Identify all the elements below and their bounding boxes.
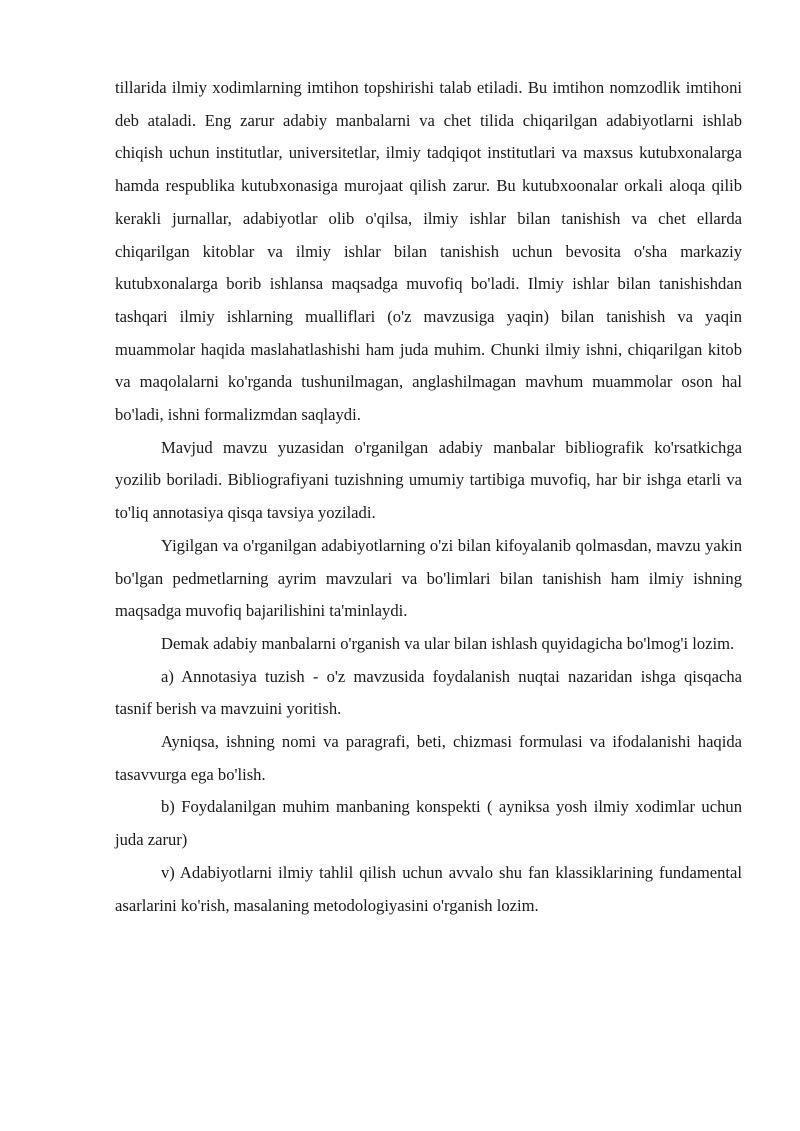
- paragraph-especially: Ayniqsa, ishning nomi va paragrafi, beti, chizmasi formulasi va ifodalanishi haqida tasavvurga ega bo'lish.: [115, 732, 742, 784]
- document-page: [115, 72, 742, 922]
- paragraph-bibliography: Mavjud mavzu yuzasidan o'rganilgan adabiy manbalar bibliografik ko'rsatkichga yozilib boriladi. Bibliografiyani tuzishning umumiy tartibiga muvofiq, har bir ishga etarli va to'liq annotasiya qisqa tavsiya yoziladi.: [115, 437, 742, 523]
- paragraph-related-subjects: Yigilgan va o'rganilgan adabiyotlarning o'zi bilan kifoyalanib qolmasdan, mavzu yakin bo'lgan pedmetlarning ayrim mavzulari va bo'limlari bilan tanishish ham ilmiy ishning maqsadga muvofiq bajarilishini ta'minlaydi.: [115, 535, 742, 621]
- list-item-v-analysis: v) Adabiyotlarni ilmiy tahlil qilish uchun avvalo shu fan klassiklarining fundamental asarlarini ko'rish, masalaning metodologiyasini o'rganish lozim.: [115, 862, 742, 915]
- paragraph-summary: Demak adabiy manbalarni o'rganish va ular bilan ishlash quyidagicha bo'lmog'i lozim.: [161, 633, 735, 653]
- list-item-a-annotation: a) Annotasiya tuzish - o'z mavzusida foydalanish nuqtai nazaridan ishga qisqacha tasnif berish va mavzuini yoritish.: [115, 666, 742, 719]
- list-item-b-konspekt: b) Foydalanilgan muhim manbaning konspekti ( ayniksa yosh ilmiy xodimlar uchun juda zarur): [115, 797, 742, 850]
- paragraph-continuation: tillarida ilmiy xodimlarning imtihon topshirishi talab etiladi. Bu imtihon nomzodlik imtihoni deb ataladi. Eng zarur adabiy manbalarni va chet tilida chiqarilgan adabiyotlarni ishlab chiqish uchun institutlar, universitetlar, ilmiy tadqiqot institutlari va maxsus kutubxonalarga hamda respublika kutubxonasiga murojaat qilish zarur. Bu kutubxoonalar orkali aloqa qilib kerakli jurnallar, adabiyotlar olib o'qilsa, ilmiy ishlar bilan tanishish va chet ellarda chiqarilgan kitoblar va ilmiy ishlar bilan tanishish uchun bevosita o'sha markaziy kutubxonalarga borib ishlansa maqsadga muvofiq bo'ladi. Ilmiy ishlar bilan tanishishdan tashqari ilmiy ishlarning mualliflari (o'z mavzusiga yaqin) bilan tanishish va yaqin muammolar haqida maslahatlashishi ham juda muhim. Chunki ilmiy ishni, chiqarilgan kitob va maqolalarni ko'rganda tushunilmagan, anglashilmagan mavhum muammolar oson hal bo'ladi, ishni formalizmdan saqlaydi.: [115, 78, 742, 425]
